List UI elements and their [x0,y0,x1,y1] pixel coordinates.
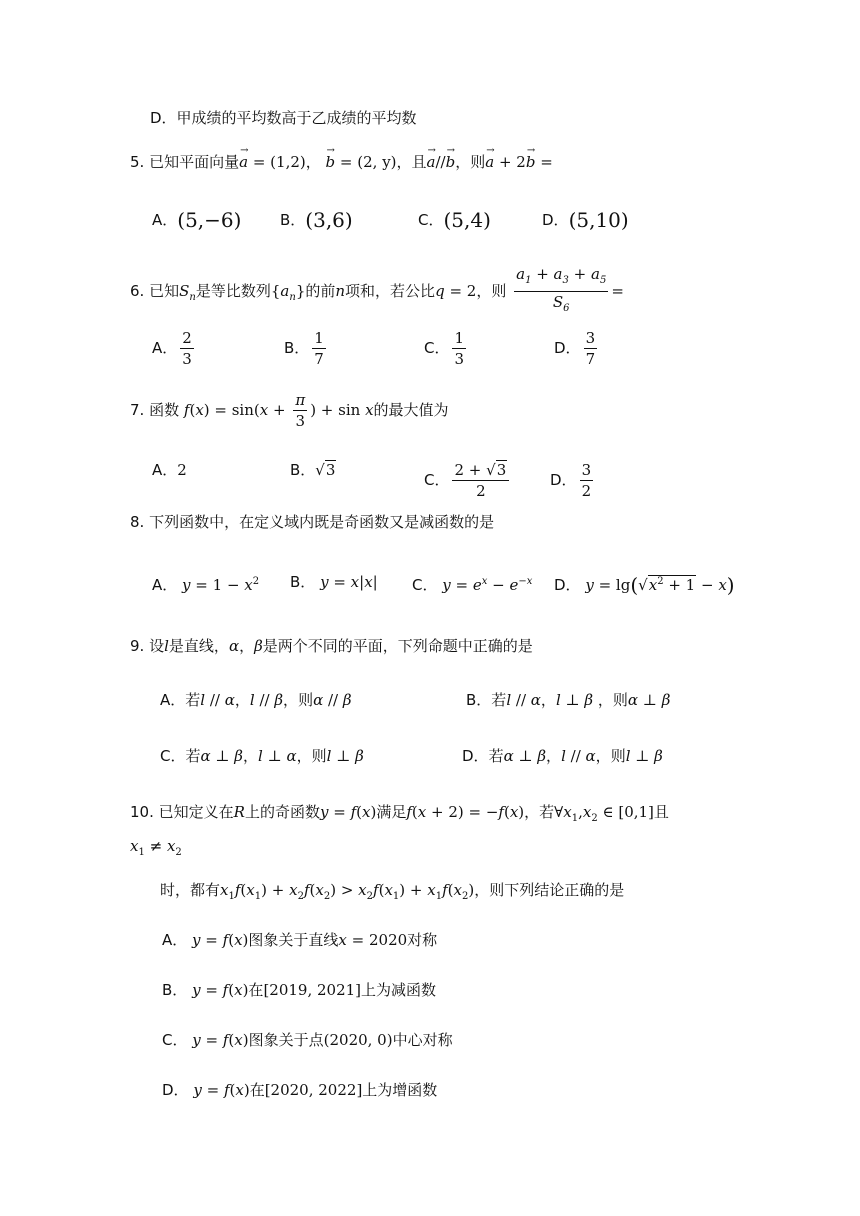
q10-option-a: A． y = f(x)图象关于直线x = 2020对称 [162,931,438,949]
q7-option-a: A．2 [152,461,187,479]
q8-option-d: D． $y = \lg(√x^2 + 1 - x)$ [554,573,735,597]
q10-option-d: D． y = f(x)在[2020, 2022]上为增函数 [162,1081,438,1099]
q5-number: 5. [130,153,145,171]
q8-option-c: C． $y = e^x - e^{-x}$ [412,576,533,594]
q7-number: 7. [130,401,145,419]
q7-option-d: D． $\frac{3}{2}$ [550,461,592,500]
q10-number: 10. [130,803,154,821]
q6-option-a: A． $\frac{2}{3}$ [152,329,192,368]
q9-number: 9. [130,637,145,655]
q7-option-b: B．√3 [290,461,336,479]
q6-stem: 6. 已知$S_n$是等比数列$\{a_n\}$的前n项和，若公比q = 2，则 $\frac{a_1 + a_3 + a_5}{S_6}$ = [130,264,624,319]
q6-number: 6. [130,282,145,300]
q5-option-a: A．(5,−6) [152,208,242,232]
q8-number: 8. [130,513,145,531]
q7-stem: 7. 函数 f(x) = sin(x + $\frac{\pi}{3}$ ) + sin x的最大值为 [130,391,449,430]
q5-option-c: C．(5,4) [418,208,491,232]
q9-option-c: C．若α ⊥ β，l ⊥ α，则l ⊥ β [160,747,364,765]
q9-option-b: B．若l // α，l ⊥ β ，则α ⊥ β [466,691,671,709]
q10-stem-cont: $x_1 \ne x_2$ [130,837,182,858]
q4-option-d: D．甲成绩的平均数高于乙成绩的平均数 [150,109,417,127]
q9-option-a: A．若l // α，l // β，则α // β [160,691,352,709]
q5-option-b: B．(3,6) [280,208,353,232]
q8-option-b: B． y = x|x| [290,573,378,591]
q9-stem: 9. 设l是直线，α，β是两个不同的平面，下列命题中正确的是 [130,637,533,655]
q6-option-c: C． $\frac{1}{3}$ [424,329,465,368]
q10-condition: 时，都有$x_1f(x_1) + x_2f(x_2) > x_2f(x_1) + x_1f(x_2)$，则下列结论正确的是 [160,881,625,902]
q10-option-c: C． y = f(x)图象关于点(2020, 0)中心对称 [162,1031,453,1049]
q6-option-d: D． $\frac{3}{7}$ [554,329,596,368]
q5-stem: 5. 已知平面向量→ a = (1,2)， → b = (2, y)，且→ a//→ b，则→ a + 2→ b = [130,152,553,172]
q8-option-a: A． $y = 1 - x^2$ [152,576,260,594]
q7-option-c: C． $\frac{2 + √3}{2}$ [424,460,512,501]
q8-stem: 8. 下列函数中，在定义域内既是奇函数又是减函数的是 [130,513,495,531]
q6-fraction: $\frac{a_1 + a_3 + a_5}{S_6}$ [516,265,607,314]
q9-option-d: D．若α ⊥ β，l // α，则l ⊥ β [462,747,663,765]
q10-stem: 10. 已知定义在R上的奇函数y = f(x)满足f(x + 2) = −f(x)，若$\forall x_1,x_2$ ∈ [0,1]且 [130,803,669,824]
q6-option-b: B． $\frac{1}{7}$ [284,329,324,368]
q10-option-b: B． y = f(x)在[2019, 2021]上为减函数 [162,981,437,999]
q5-option-d: D．(5,10) [542,208,629,232]
